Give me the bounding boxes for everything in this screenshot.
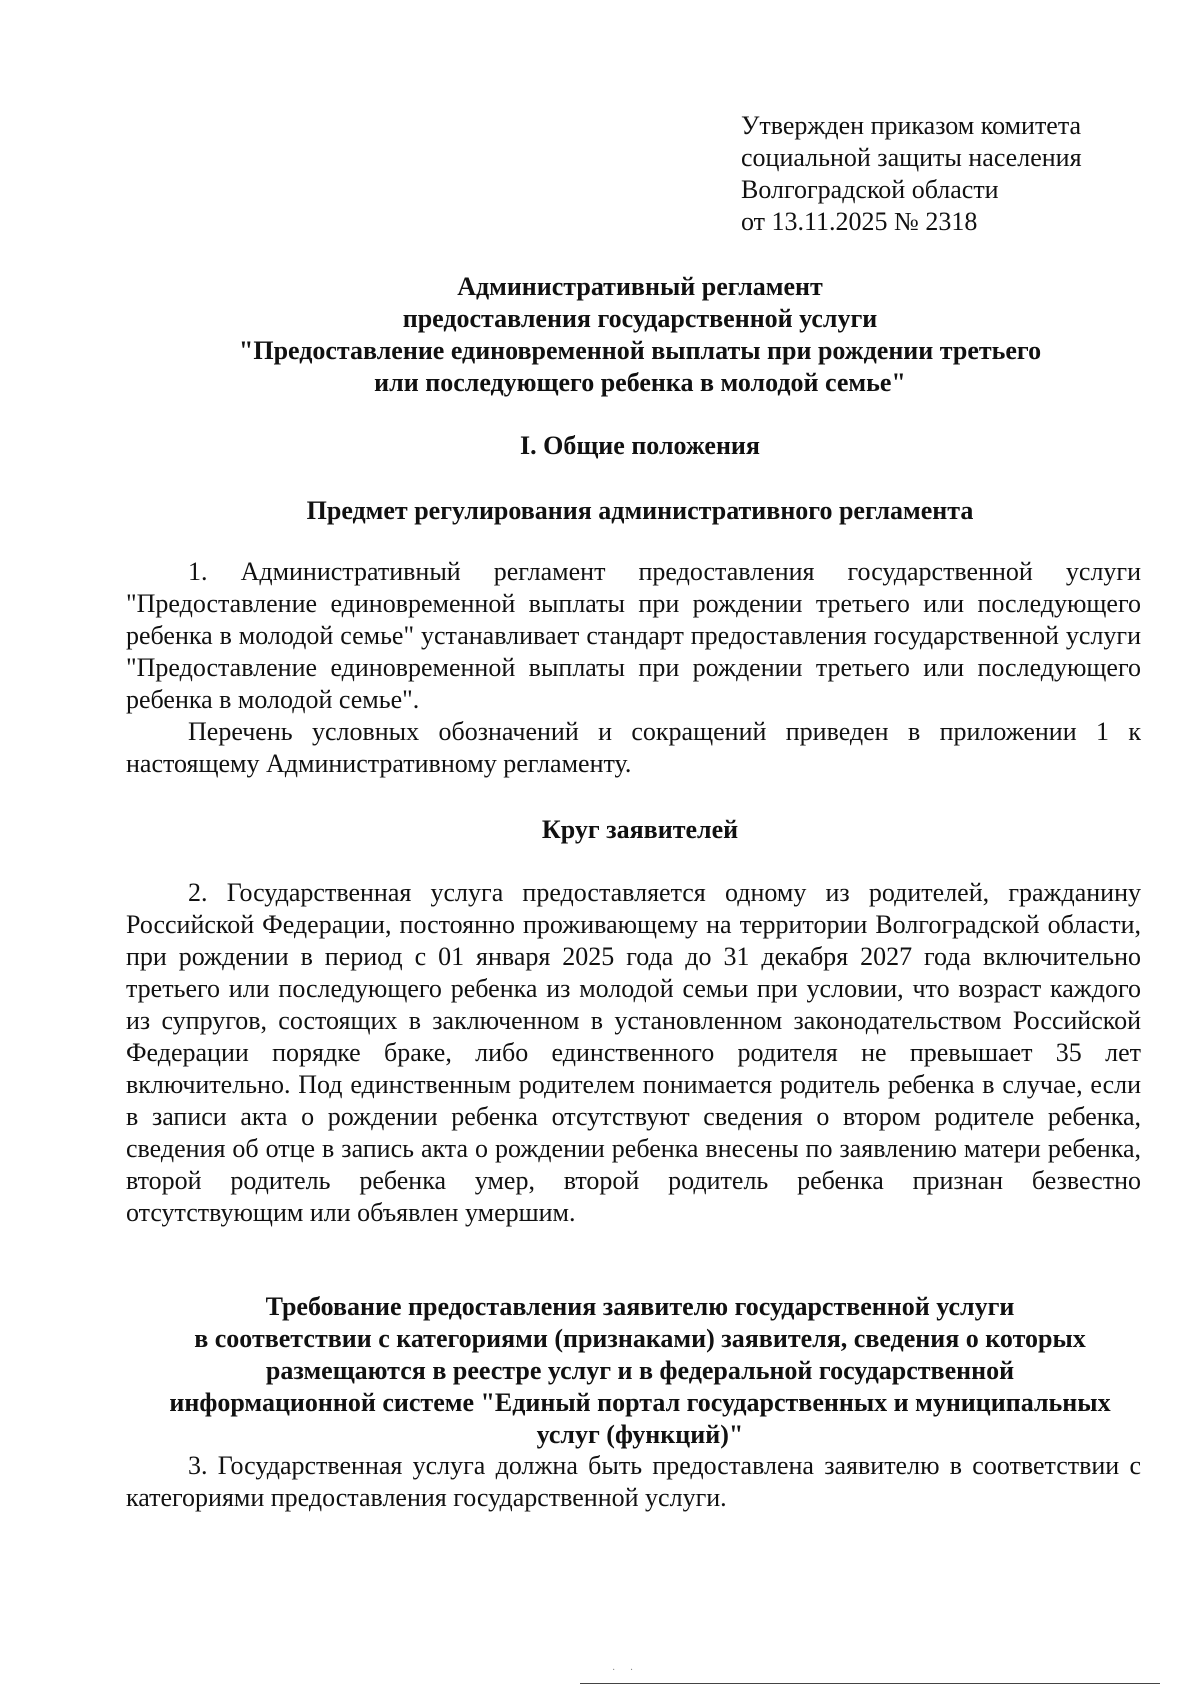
title-line: "Предоставление единовременной выплаты при рождении третьего <box>238 336 1042 365</box>
subsection-heading-applicants: Круг заявителей <box>541 815 739 844</box>
scan-artifact: · · <box>612 1665 640 1676</box>
heading-line: в соответствии с категориями (признаками) заявителя, сведения о которых <box>194 1324 1086 1353</box>
paragraph-1: 1. Административный регламент предоставления государственной услуги "Предоставление единовременной выплаты при рождении третьего или последующего ребенка в молодой семье" устанавливает стандарт предоставления государственной услуги "Предоставление единовременной выплаты при рождении третьего или последующего ребенка в молодой семье". <box>126 557 1141 714</box>
title-line: предоставления государственной услуги <box>402 304 878 333</box>
paragraph-3: 3. Государственная услуга должна быть предоставлена заявителю в соответствии с категориями предоставления государственной услуги. <box>126 1451 1141 1512</box>
paragraph-2: 2. Государственная услуга предоставляется одному из родителей, гражданину Российской Федерации, постоянно проживающему на территории Волгоградской области, при рождении в период с 01 января 2025 года до 31 декабря 2027 года включительно третьего или последующего ребенка из молодой семьи при условии, что возраст каждого из супругов, состоящих в заключенном в установленном законодательством Российской Федерации порядке браке, либо единственного родителя не превышает 35 лет включительно. Под единственным родителем понимается родитель ребенка в случае, если в записи акта о рождении ребенка отсутствуют сведения о втором родителе ребенка, сведения об отце в запись акта о рождении ребенка внесены по заявлению матери ребенка, второй родитель ребенка умер, второй родитель ребенка признан безвестно отсутствующим или объявлен умершим. <box>126 878 1141 1227</box>
approval-line: Волгоградской области <box>741 175 999 204</box>
title-line: Административный регламент <box>457 272 823 301</box>
footer-rule <box>580 1683 1160 1684</box>
title-line: или последующего ребенка в молодой семье" <box>374 368 906 397</box>
subsection-heading-requirement <box>120 1291 1160 1451</box>
heading-line: размещаются в реестре услуг и в федеральной государственной <box>265 1356 1015 1385</box>
document-title <box>120 271 1160 399</box>
approval-date-number: от 13.11.2025 № 2318 <box>741 207 978 236</box>
heading-line: услуг (функций)" <box>536 1420 744 1449</box>
section-heading-general: I. Общие положения <box>520 431 760 460</box>
heading-line: информационной системе "Единый портал государственных и муниципальных <box>169 1388 1111 1417</box>
subsection-heading-subject: Предмет регулирования административного регламента <box>306 496 974 525</box>
approval-stamp-block <box>741 110 1161 238</box>
approval-line: Утвержден приказом комитета <box>741 111 1082 140</box>
approval-line: социальной защиты населения <box>741 143 1082 172</box>
heading-line: Требование предоставления заявителю государственной услуги <box>265 1292 1015 1321</box>
paragraph-1-list-reference: Перечень условных обозначений и сокращений приведен в приложении 1 к настоящему Административному регламенту. <box>126 717 1141 778</box>
